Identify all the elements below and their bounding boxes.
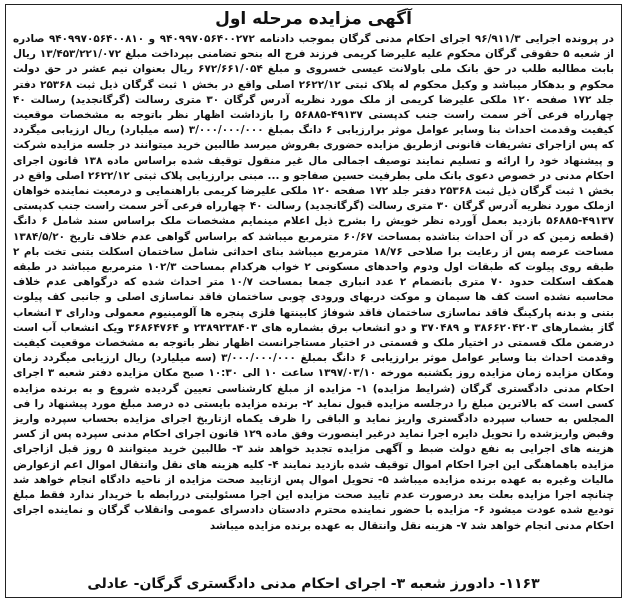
notice-footer: ۱۱۶۳- دادورز شعبه ۳- اجرای احکام مدنی دادگستری گرگان- عادلی xyxy=(87,576,540,592)
notice-title: آگهی مزایده مرحله اول xyxy=(215,9,412,29)
auction-notice xyxy=(5,4,622,598)
notice-body: در پرونده اجرایی ۹۶/۹۱۱/۳ اجرای احکام مدنی گرگان بموجب دادنامه ۹۴۰۹۹۷۰۵۶۴۰۰۲۷۲ و ۹۴۰۹۹۷۰۵۶۴۰۰۸۱۰ صادره از شعبه ۵ حقوقی گرگان محکوم علیه علیرضا کریمی فرزند فرج اله بنحو تضامنی بپرداخت مبلغ ۱۳/۴۵۳/۲۲۱/۰۷۲ ریال بابت مطالبه طلب در حق بانک ملی باولانت عیسی خسروی و مبلغ ۶۷۲/۶۶۱/۰۵۴ ریال بعنوان نیم عشر در حق دولت محکوم و بدهکار میباشد و وکیل محکوم له پلاک ثبتی ۲۶۲۲/۱۲ اصلی واقع در بخش ۱ ثبت گرگان ذیل ثبت ۲۵۳۶۸ دفتر جلد ۱۷۲ صفحه ۱۲۰ ملکی علیرضا کریمی از ملک مورد نظریه آدرس گرگان ۳۰ متری رسالت (گرگانجدید) رسالت ۴۰ چهارراه فرعی آخر سمت راست جنب کدپستی ۴۹۱۳۷-۵۶۸۸۵ را بازداشت اظهار نظر باتوجه به مشخصات موقعیت کیفیت وقدمت احداث بنا وسایر عوامل موثر برارزیابی ۶ دانگ بمبلغ ۳/۰۰۰/۰۰۰/۰۰۰ (سه میلیارد) ریال ارزیابی میگردد که پس ازاجرای تشریفات قانونی ازطریق مزایده حضوری بفروش میرسد طالبین خرید میتوانند در جلسه مزایده شرکت و پیشنهاد خود را ارائه و تسلیم نمایند توصیف اجمالی مال غیر منقول توقیف شده براساس ماده ۱۳۸ قانون اجرای احکام مدنی در خصوص دعوی بانک ملی بطرفیت حسین صفاجو و ... مبنی برارزیابی پلاک ثبتی ۲۶۲۲/۱۲ اصلی واقع در بخش ۱ ثبت گرگان ذیل ثبت ۲۵۳۶۸ دفتر جلد ۱۷۲ صفحه ۱۲۰ ملکی علیرضا کریمی باراهنمایی و درمعیت نماینده خواهان ازملک مورد نظریه آدرس گرگان ۳۰ متری رسالت (گرگانجدید) رسالت ۴۰ چهارراه فرعی آخر سمت راست جنب کدپستی ۴۹۱۳۷-۵۶۸۸۵ بازدید بعمل آورده نظر خویش را بشرح ذیل اعلام مینمایم مشخصات ملک براساس سند شامل ۶ دانگ (قطعه زمین که در آن احداث بناشده بمساحت ۶۰/۶۷ مترمربع میباشد که براساس گواهی عدم خلاف تاریخ ۱۳۸۴/۵/۲۰ مساحت عرصه پس از رعایت برا صلاحی ۱۸/۷۶ مترمربع میباشد بنای احداثی شامل ساختمان اسکلت بتنی تخت بام ۲ طبقه روی پیلوت که طبقات اول ودوم واحدهای مسکونی ۲ خواب هرکدام بمساحت ۱۰۲/۳ مترمربع میباشد در طبقه همکف اسکلت حدود ۷۰ متری بانضمام ۲ عدد انباری جمعا بمساحت ۱۰/۷ متر احداث شده که درگواهی عدم خلاف محاسبه نشده است کف ها سیمان و موکت دربهای ورودی چوبی ساختمان فاقد نماسازی اصلی و جانبی کف پیلوت بتنی و بدنه پارکینگ فاقد نماسازی ساختمان فاقد شوفاژ کابینتها فلزی پنجره ها آلومینیوم معمولی ودارای ۳ انشعاب گاز بشمارهای ۳۸۶۶۲۰۴۲۰۳ و ۳۷۰۴۸۹ و دو انشعاب برق بشماره های ۲۳۸۹۲۳۸۴۰۳ و ۳۶۸۶۴۷۶۴ ویک انشعاب آب است درضمن ملک قسمتی در اختیار ملک و قسمتی در اختیار مستاجرانست اظهار نظر باتوجه به مشخصات موقعیت کیفیت وقدمت احداث بنا وسایر عوامل موثر برارزیابی ۶ دانگ بمبلغ ۳/۰۰۰/۰۰۰/۰۰۰ (سه میلیارد) ریال ارزیابی میگردد زمان ومکان مزایده زمان مزایده روز یکشنبه مورخه ۱۳۹۷/۰۳/۱۰ ساعت ۱۰ الی ۱۰:۳۰ صبح مکان مزایده دفتر شعبه ۳ اجرای احکام مدنی دادگستری گرگان (شرایط مزایده) ۱- مزایده از مبلغ کارشناسی تعیین گردیده شروع و به برنده مزایده کسی است که بالاترین مبلغ را درجلسه مزایده قبول نماید ۲- برنده مزایده بایستی ده درصد مبلغ مورد پیشنهاد را فی المجلس به حساب سپرده دادگستری واریز نماید و الباقی را ظرف یکماه ازتاریخ اجرای مزایده بحساب سپرده واریز وقبض واریزشده را تحویل دایره اجرا نماید درغیر اینصورت وفق ماده ۱۲۹ قانون اجرای احکام مدنی سپرده پس از کسر هزینه های اجرایی به نفع دولت ضبط و آگهی مزایده تجدید خواهد شد ۳- طالبین خرید میتوانند ۵ روز قبل ازاجرای مزایده باهماهنگی این اجرا احکام اموال توقیف شده بازدید نمایند ۴- کلیه هزینه های نقل وانتقال اموال اعم ازعوارض مالیات وغیره به عهده برنده مزایده میباشد ۵- تحویل اموال پس ازتایید صحت مزایده از ناحیه دادگاه انجام خواهد شد چنانچه اجرا مزایده بعلت بعد درصورت عدم تایید صحت مزایده این اجرا مسئولیتی دررابطه با خریدار ندارد فقط مبلغ تودیع شده عودت میشود ۶- مزایده با حضور نماینده محترم دادستان دادسرای عمومی وانقلاب گرگان و نماینده اجرای احکام مدنی انجام خواهد شد ۷- هزینه نقل وانتقال به عهده برنده مزایده میباشد xyxy=(13,33,614,532)
